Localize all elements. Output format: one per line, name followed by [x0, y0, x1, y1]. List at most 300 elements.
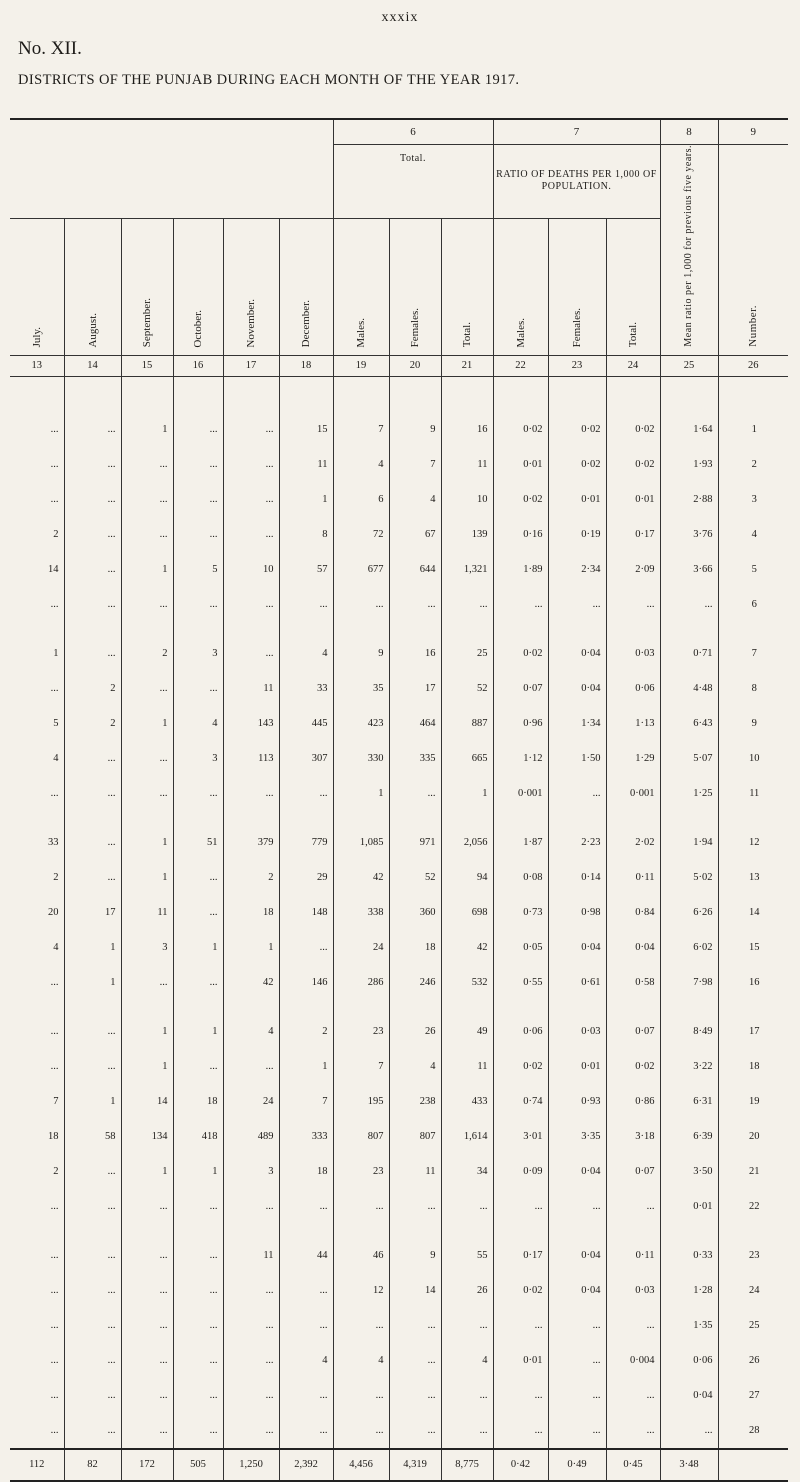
gap-cell: [548, 1000, 606, 1014]
table-cell: 1: [121, 552, 173, 587]
table-cell: 1: [223, 930, 279, 965]
table-cell: 2: [64, 671, 121, 706]
table-cell: ...: [121, 482, 173, 517]
table-cell: 4: [333, 447, 389, 482]
table-cell: 12: [333, 1273, 389, 1308]
table-row: [10, 1084, 788, 1119]
column-index: 16: [173, 355, 223, 376]
gap-cell: [223, 1224, 279, 1238]
table-cell: 2·88: [660, 482, 718, 517]
table-cell: 2: [53, 871, 59, 883]
table-cell: 433: [441, 1084, 493, 1119]
table-cell: 0·04: [548, 1238, 606, 1273]
gap-cell: [279, 622, 333, 636]
table-cell: 57: [279, 552, 333, 587]
table-cell: 6·26: [660, 895, 718, 930]
table-cell: 3·01: [493, 1119, 548, 1154]
table-cell: 9: [389, 412, 441, 447]
table-cell: 14: [389, 1273, 441, 1308]
table-cell: 7: [333, 412, 389, 447]
table-cell: ...: [441, 587, 493, 622]
table-cell: 0·001: [606, 776, 660, 811]
table-cell: 0·02: [493, 412, 548, 447]
table-cell: ...: [64, 1273, 121, 1308]
table-cell: ...: [223, 1343, 279, 1378]
table-cell: ...: [50, 423, 59, 435]
gap-cell: [121, 1000, 173, 1014]
table-cell: ...: [64, 860, 121, 895]
table-cell: 24: [718, 1273, 788, 1308]
total-cell: 505: [173, 1449, 223, 1481]
spacer-cell: [548, 376, 606, 412]
table-cell: 0·03: [548, 1014, 606, 1049]
table-cell: ...: [441, 1308, 493, 1343]
table-cell: 1: [121, 825, 173, 860]
table-cell: ...: [121, 741, 173, 776]
table-cell: 0·84: [606, 895, 660, 930]
table-cell: 1·28: [660, 1273, 718, 1308]
table-cell: 0·96: [493, 706, 548, 741]
table-cell: ...: [50, 1284, 59, 1296]
table-cell: 0·06: [493, 1014, 548, 1049]
table-cell: 24: [333, 930, 389, 965]
table-cell: 0·11: [606, 1238, 660, 1273]
col-total-females: [389, 218, 441, 355]
col-november: [223, 218, 279, 355]
gap-cell: [10, 1000, 64, 1014]
table-cell: 0·03: [606, 636, 660, 671]
col-total-males: [333, 218, 389, 355]
table-cell: 0·17: [493, 1238, 548, 1273]
table-cell: ...: [223, 1189, 279, 1224]
table-cell: 1: [279, 482, 333, 517]
gap-cell: [223, 811, 279, 825]
table-cell: ...: [64, 482, 121, 517]
group-total: Total.: [333, 145, 493, 219]
table-cell: ...: [493, 1308, 548, 1343]
table-cell: 16: [441, 412, 493, 447]
table-cell: 1·25: [660, 776, 718, 811]
total-cell: 4,456: [333, 1449, 389, 1481]
table-cell: 0·03: [606, 1273, 660, 1308]
table-cell: 11: [121, 895, 173, 930]
table-cell: 0·02: [606, 412, 660, 447]
gap-cell: [441, 1224, 493, 1238]
table-cell: 1: [718, 412, 788, 447]
group-gap: [10, 622, 788, 636]
table-row: [10, 636, 788, 671]
gap-cell: [389, 622, 441, 636]
table-cell: 0·73: [493, 895, 548, 930]
table-cell: ...: [223, 412, 279, 447]
table-cell: ...: [50, 1249, 59, 1261]
table-cell: ...: [606, 1189, 660, 1224]
table-cell: 5·07: [660, 741, 718, 776]
col-july: [10, 218, 64, 355]
table-cell: 1: [64, 1084, 121, 1119]
table-cell: ...: [548, 1413, 606, 1449]
table-cell: ...: [173, 482, 223, 517]
gap-cell: [493, 1000, 548, 1014]
table-cell: 0·74: [493, 1084, 548, 1119]
table-cell: 0·14: [548, 860, 606, 895]
table-cell: 18: [173, 1084, 223, 1119]
table-cell: ...: [606, 587, 660, 622]
table-cell: 27: [718, 1378, 788, 1413]
table-cell: 11: [279, 447, 333, 482]
table-cell: 16: [718, 965, 788, 1000]
table-cell: ...: [279, 1189, 333, 1224]
table-cell: 29: [279, 860, 333, 895]
gap-cell: [718, 1224, 788, 1238]
col-ratio-females-label: Females.: [571, 308, 583, 348]
table-cell: ...: [173, 860, 223, 895]
table-cell: 333: [279, 1119, 333, 1154]
table-cell: 1: [121, 1049, 173, 1084]
table-cell: 0·01: [606, 482, 660, 517]
table-row: [10, 517, 788, 552]
gap-cell: [10, 1224, 64, 1238]
table-cell: ...: [333, 1308, 389, 1343]
table-cell: 807: [333, 1119, 389, 1154]
header-blank: [10, 119, 333, 145]
table-cell: 4: [173, 706, 223, 741]
table-cell: 4: [53, 752, 59, 764]
table-cell: 0·02: [548, 412, 606, 447]
table-cell: 13: [718, 860, 788, 895]
column-index: 20: [389, 355, 441, 376]
table-cell: 2·34: [548, 552, 606, 587]
table-cell: 9: [718, 706, 788, 741]
table-cell: 9: [333, 636, 389, 671]
table-cell: 0·55: [493, 965, 548, 1000]
table-row: [10, 1049, 788, 1084]
table-cell: 10: [441, 482, 493, 517]
table-cell: ...: [50, 1025, 59, 1037]
col-total-females-label: Females.: [409, 308, 421, 348]
table-cell: ...: [606, 1308, 660, 1343]
table-cell: 0·02: [606, 447, 660, 482]
gap-cell: [121, 811, 173, 825]
table-cell: 5: [173, 552, 223, 587]
table-cell: ...: [173, 1189, 223, 1224]
table-cell: ...: [173, 1378, 223, 1413]
gap-cell: [121, 622, 173, 636]
table-cell: ...: [493, 587, 548, 622]
col-august: [64, 218, 121, 355]
col-total-total-label: Total.: [461, 322, 473, 348]
table-cell: 18: [223, 895, 279, 930]
table-cell: 6·39: [660, 1119, 718, 1154]
table-cell: 1,614: [441, 1119, 493, 1154]
table-cell: 12: [718, 825, 788, 860]
table-cell: ...: [121, 1343, 173, 1378]
table-cell: 1·12: [493, 741, 548, 776]
table-cell: 2·23: [548, 825, 606, 860]
spacer-cell: [660, 376, 718, 412]
col-october: [173, 218, 223, 355]
gap-cell: [718, 1000, 788, 1014]
table-cell: ...: [223, 482, 279, 517]
table-cell: 20: [718, 1119, 788, 1154]
table-cell: 2·02: [606, 825, 660, 860]
table-cell: 42: [333, 860, 389, 895]
table-cell: ...: [493, 1189, 548, 1224]
col-mean-ratio-label: Mean ratio per 1,000 for previous five years.: [683, 145, 694, 347]
spacer-cell: [173, 376, 223, 412]
total-cell: 4,319: [389, 1449, 441, 1481]
table-cell: 23: [333, 1014, 389, 1049]
gap-cell: [64, 811, 121, 825]
table-cell: 0·98: [548, 895, 606, 930]
gap-cell: [333, 1224, 389, 1238]
table-cell: 0·71: [660, 636, 718, 671]
gap-cell: [548, 622, 606, 636]
spacer-cell: [279, 376, 333, 412]
spacer-cell: [10, 376, 64, 412]
table-cell: 14: [121, 1084, 173, 1119]
table-cell: 0·08: [493, 860, 548, 895]
gap-cell: [606, 811, 660, 825]
gap-cell: [173, 1000, 223, 1014]
table-cell: 25: [441, 636, 493, 671]
total-cell: 1,250: [223, 1449, 279, 1481]
table-cell: ...: [279, 1273, 333, 1308]
table-cell: 307: [279, 741, 333, 776]
table-cell: 11: [718, 776, 788, 811]
table-row: [10, 706, 788, 741]
gap-cell: [660, 811, 718, 825]
table-cell: 24: [223, 1084, 279, 1119]
table-cell: 2: [64, 706, 121, 741]
gap-cell: [718, 811, 788, 825]
table-cell: 67: [389, 517, 441, 552]
table-cell: 1: [64, 965, 121, 1000]
table-row: [10, 776, 788, 811]
table-cell: 4: [333, 1343, 389, 1378]
table-cell: 25: [718, 1308, 788, 1343]
table-cell: 11: [441, 1049, 493, 1084]
table-cell: ...: [173, 1413, 223, 1449]
table-cell: 0·02: [606, 1049, 660, 1084]
table-cell: ...: [389, 1343, 441, 1378]
table-cell: 338: [333, 895, 389, 930]
table-cell: ...: [493, 1378, 548, 1413]
gap-cell: [121, 1224, 173, 1238]
table-cell: 55: [441, 1238, 493, 1273]
table-cell: ...: [223, 636, 279, 671]
gap-cell: [493, 811, 548, 825]
col-october-label: October.: [192, 310, 204, 348]
table-row: [10, 1154, 788, 1189]
table-cell: 2: [53, 1165, 59, 1177]
gap-cell: [548, 1224, 606, 1238]
table-cell: 6: [333, 482, 389, 517]
table-cell: 4: [53, 941, 59, 953]
table-cell: 18: [279, 1154, 333, 1189]
column-index: 15: [121, 355, 173, 376]
table-cell: ...: [121, 776, 173, 811]
table-cell: 1·93: [660, 447, 718, 482]
table-cell: 148: [279, 895, 333, 930]
table-cell: 2·09: [606, 552, 660, 587]
table-cell: ...: [64, 1014, 121, 1049]
table-cell: 246: [389, 965, 441, 1000]
column-index: 26: [718, 355, 788, 376]
table-cell: 3: [121, 930, 173, 965]
table-cell: 532: [441, 965, 493, 1000]
table-cell: 0·04: [660, 1378, 718, 1413]
table-cell: 52: [441, 671, 493, 706]
total-cell: 0·49: [548, 1449, 606, 1481]
gap-cell: [333, 622, 389, 636]
table-cell: 4: [279, 1343, 333, 1378]
group-gap: [10, 1000, 788, 1014]
group-ratio: RATIO OF DEATHS PER 1,000 OF POPULATION.: [493, 145, 660, 219]
gap-cell: [333, 1000, 389, 1014]
table-cell: 423: [333, 706, 389, 741]
table-cell: ...: [50, 682, 59, 694]
table-cell: 2: [53, 528, 59, 540]
col-ratio-males: [493, 218, 548, 355]
table-cell: 19: [718, 1084, 788, 1119]
column-index: 21: [441, 355, 493, 376]
gap-cell: [389, 1000, 441, 1014]
table-cell: ...: [173, 671, 223, 706]
table-cell: ...: [64, 1378, 121, 1413]
table-cell: ...: [173, 895, 223, 930]
table-cell: ...: [121, 517, 173, 552]
table-cell: ...: [121, 1273, 173, 1308]
table-cell: 1·34: [548, 706, 606, 741]
gap-cell: [660, 1224, 718, 1238]
table-cell: 8: [718, 671, 788, 706]
table-cell: 360: [389, 895, 441, 930]
table-cell: 677: [333, 552, 389, 587]
col-ratio-total: [606, 218, 660, 355]
table-cell: 0·01: [548, 1049, 606, 1084]
table-row: [10, 965, 788, 1000]
table-cell: 7·98: [660, 965, 718, 1000]
table-cell: 0·04: [548, 1154, 606, 1189]
table-cell: ...: [441, 1378, 493, 1413]
table-cell: 42: [223, 965, 279, 1000]
table-cell: ...: [64, 412, 121, 447]
table-cell: 21: [718, 1154, 788, 1189]
table-cell: ...: [50, 458, 59, 470]
col-ratio-males-label: Males.: [514, 317, 527, 348]
table-cell: ...: [64, 1189, 121, 1224]
col-december-label: December.: [300, 300, 312, 348]
gap-cell: [606, 622, 660, 636]
gap-cell: [660, 622, 718, 636]
table-cell: 0·33: [660, 1238, 718, 1273]
table-cell: ...: [64, 1308, 121, 1343]
table-cell: 8: [279, 517, 333, 552]
table-cell: 7: [389, 447, 441, 482]
col-december: [279, 218, 333, 355]
table-cell: 0·16: [493, 517, 548, 552]
table-cell: ...: [64, 517, 121, 552]
spacer-cell: [389, 376, 441, 412]
table-cell: 1·64: [660, 412, 718, 447]
table-cell: ...: [548, 1343, 606, 1378]
gap-cell: [389, 811, 441, 825]
table-cell: 11: [441, 447, 493, 482]
table-cell: ...: [50, 1060, 59, 1072]
table-cell: ...: [389, 1413, 441, 1449]
table-cell: 6: [718, 587, 788, 622]
table-cell: 33: [279, 671, 333, 706]
table-cell: 42: [441, 930, 493, 965]
table-cell: 1: [279, 1049, 333, 1084]
table-cell: 34: [441, 1154, 493, 1189]
table-cell: 1·94: [660, 825, 718, 860]
total-cell: 0·42: [493, 1449, 548, 1481]
table-cell: 0·01: [493, 447, 548, 482]
table-cell: 1·35: [660, 1308, 718, 1343]
table-cell: ...: [389, 587, 441, 622]
table-cell: 379: [223, 825, 279, 860]
table-cell: ...: [223, 1308, 279, 1343]
table-cell: 15: [718, 930, 788, 965]
table-cell: ...: [50, 1354, 59, 1366]
table-cell: ...: [173, 1308, 223, 1343]
table-cell: 7: [333, 1049, 389, 1084]
table-row: [10, 1378, 788, 1413]
page-number: xxxix: [381, 10, 419, 25]
table-cell: 1: [53, 647, 59, 659]
table-cell: 11: [223, 1238, 279, 1273]
table-cell: ...: [64, 1238, 121, 1273]
total-cell: [718, 1449, 788, 1481]
spacer-cell: [441, 376, 493, 412]
table-cell: 3·22: [660, 1049, 718, 1084]
table-cell: ...: [121, 671, 173, 706]
table-cell: 698: [441, 895, 493, 930]
table-cell: 3·50: [660, 1154, 718, 1189]
table-cell: 0·61: [548, 965, 606, 1000]
table-row: [10, 895, 788, 930]
table-row: [10, 587, 788, 622]
table-cell: 6·31: [660, 1084, 718, 1119]
column-index: 18: [279, 355, 333, 376]
table-cell: 146: [279, 965, 333, 1000]
col-number-mean: 8: [660, 119, 718, 145]
table-cell: ...: [279, 1413, 333, 1449]
table-cell: 0·02: [493, 1273, 548, 1308]
gap-cell: [493, 622, 548, 636]
table-cell: 9: [389, 1238, 441, 1273]
table-cell: 1·50: [548, 741, 606, 776]
table-cell: ...: [64, 447, 121, 482]
table-cell: 0·17: [606, 517, 660, 552]
table-cell: 1: [333, 776, 389, 811]
table-cell: 3·76: [660, 517, 718, 552]
table-cell: 1·87: [493, 825, 548, 860]
table-cell: 0·06: [606, 671, 660, 706]
table-cell: 15: [279, 412, 333, 447]
table-cell: 3: [173, 741, 223, 776]
table-row: [10, 552, 788, 587]
table-cell: 0·001: [493, 776, 548, 811]
table-row: [10, 1273, 788, 1308]
table-cell: 4: [223, 1014, 279, 1049]
table-cell: 644: [389, 552, 441, 587]
spacer-cell: [493, 376, 548, 412]
table-cell: ...: [121, 1189, 173, 1224]
total-cell: 172: [121, 1449, 173, 1481]
